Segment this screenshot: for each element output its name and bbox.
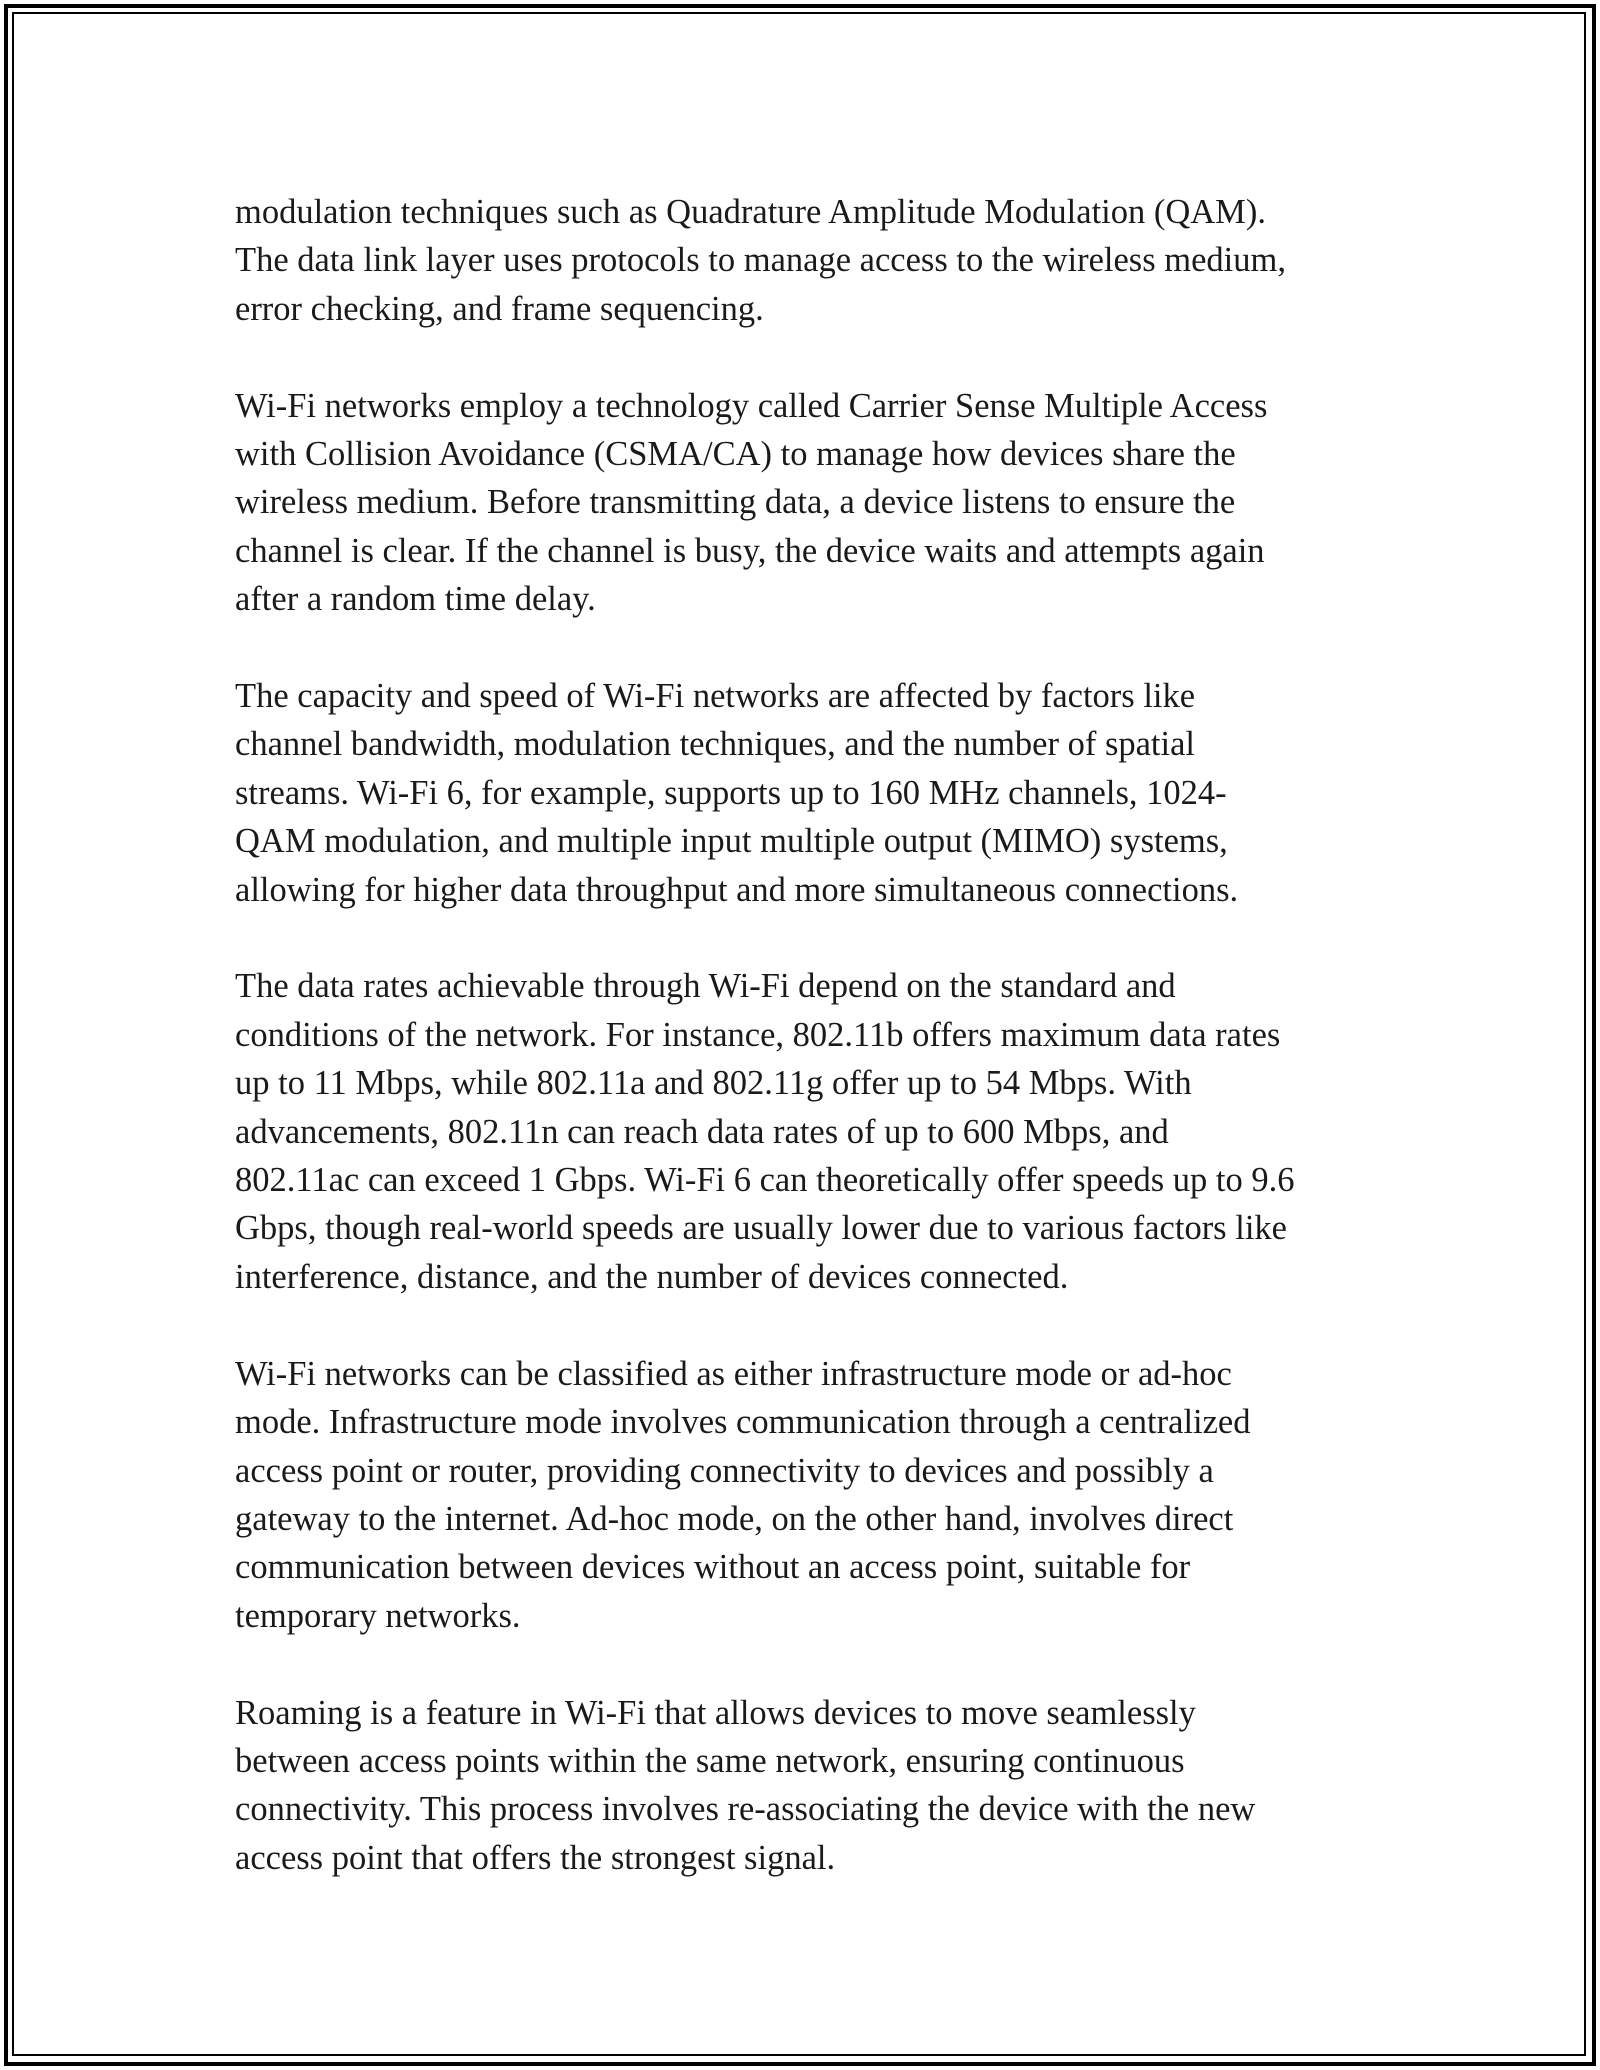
text-line: QAM modulation, and multiple input multiple output (MIMO) systems, — [235, 822, 1228, 861]
text-line: mode. Infrastructure mode involves communication through a centralized — [235, 1403, 1251, 1442]
paragraph-modulation — [235, 188, 1370, 333]
text-line: The data rates achievable through Wi-Fi depend on the standard and — [235, 967, 1176, 1006]
text-line: modulation techniques such as Quadrature Amplitude Modulation (QAM). — [235, 193, 1266, 231]
text-line: conditions of the network. For instance, 802.11b offers maximum data rates — [235, 1015, 1281, 1054]
text-line: access point or router, providing connectivity to devices and possibly a — [235, 1451, 1214, 1490]
text-line: channel is clear. If the channel is busy, the device waits and attempts again — [235, 531, 1265, 570]
text-line: interference, distance, and the number of devices connected. — [235, 1257, 1069, 1296]
paragraph-csma-ca — [235, 382, 1370, 624]
text-line: wireless medium. Before transmitting data, a device listens to ensure the — [235, 483, 1236, 522]
text-line: allowing for higher data throughput and more simultaneous connections. — [235, 870, 1239, 909]
text-line: error checking, and frame sequencing. — [235, 289, 764, 328]
text-line: between access points within the same network, ensuring continuous — [235, 1741, 1185, 1780]
text-line: Wi-Fi networks can be classified as either infrastructure mode or ad-hoc — [235, 1354, 1232, 1393]
text-line: streams. Wi-Fi 6, for example, supports up to 160 MHz channels, 1024- — [235, 773, 1227, 812]
text-line: channel bandwidth, modulation techniques, and the number of spatial — [235, 725, 1196, 764]
paragraph-capacity-speed — [235, 672, 1370, 914]
text-line: after a random time delay. — [235, 580, 596, 619]
text-line: The data link layer uses protocols to manage access to the wireless medium, — [235, 241, 1286, 280]
text-line: communication between devices without an access point, suitable for — [235, 1548, 1191, 1587]
text-line: Wi-Fi networks employ a technology called Carrier Sense Multiple Access — [235, 386, 1268, 425]
text-line: advancements, 802.11n can reach data rates of up to 600 Mbps, and — [235, 1112, 1169, 1151]
text-line: up to 11 Mbps, while 802.11a and 802.11g offer up to 54 Mbps. With — [235, 1064, 1192, 1103]
paragraph-roaming — [235, 1689, 1370, 1883]
text-line: Gbps, though real-world speeds are usually lower due to various factors like — [235, 1209, 1287, 1248]
text-line: temporary networks. — [235, 1596, 521, 1635]
paragraph-network-modes — [235, 1350, 1370, 1640]
text-line: Roaming is a feature in Wi-Fi that allows devices to move seamlessly — [235, 1693, 1196, 1732]
text-line: connectivity. This process involves re-associating the device with the new — [235, 1790, 1256, 1829]
text-line: The capacity and speed of Wi-Fi networks are affected by factors like — [235, 677, 1196, 716]
text-line: with Collision Avoidance (CSMA/CA) to manage how devices share the — [235, 435, 1236, 474]
document-body — [235, 188, 1370, 1882]
paragraph-data-rates — [235, 962, 1370, 1301]
text-line: access point that offers the strongest signal. — [235, 1838, 836, 1877]
text-line: 802.11ac can exceed 1 Gbps. Wi-Fi 6 can theoretically offer speeds up to 9.6 — [235, 1161, 1295, 1200]
text-line: gateway to the internet. Ad-hoc mode, on the other hand, involves direct — [235, 1499, 1234, 1538]
